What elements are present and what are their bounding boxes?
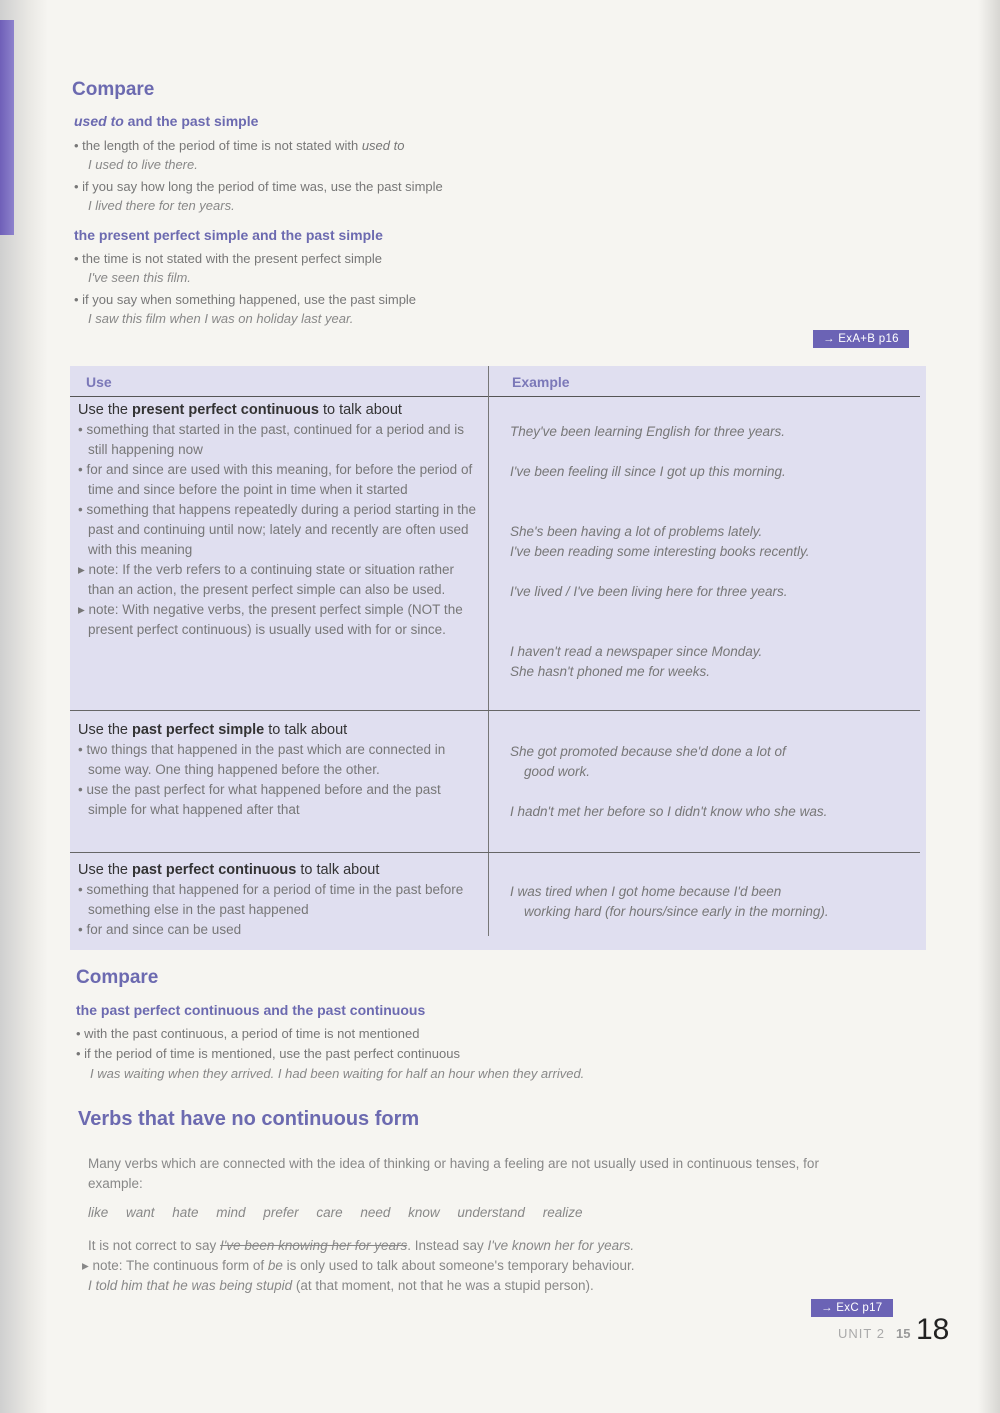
verbs-intro-paragraph: Many verbs which are connected with the idea of thinking or having a feeling are not usually used in continuous tenses, for example: — [88, 1156, 819, 1191]
example-sentence: She got promoted because she'd done a lot of — [510, 744, 786, 759]
example-sentence: She hasn't phoned me for weeks. — [510, 664, 710, 679]
used-to-bullet-2: • if you say how long the period of time was, use the past simple — [74, 179, 443, 194]
header-divider — [70, 396, 920, 397]
row-divider — [70, 710, 920, 711]
table-row-past-perfect-simple — [78, 720, 478, 820]
compare-heading-2: Compare — [76, 967, 159, 988]
purple-edge-tab — [0, 20, 14, 235]
use-item: • something that happened for a period of time in the past before something else in the past happened — [78, 882, 464, 917]
use-item: ▸ note: With negative verbs, the present perfect simple (NOT the present perfect continuous) is usually used with for or since. — [78, 602, 463, 637]
example-sentence: I haven't read a newspaper since Monday. — [510, 644, 763, 659]
table-row-present-perfect-continuous — [78, 400, 478, 640]
row-divider — [70, 852, 920, 853]
use-item: • something that started in the past, continued for a period and is still happening now — [78, 422, 464, 457]
incorrect-usage-line: It is not correct to say I've been knowing her for years. Instead say I've known her for years. — [88, 1238, 635, 1253]
verb-list: like want hate mind prefer care need know understand realize — [88, 1205, 583, 1220]
scan-page-number: 18 — [916, 1313, 950, 1346]
present-perfect-bullet-2: • if you say when something happened, use the past simple — [74, 292, 417, 307]
grammar-table — [70, 366, 926, 950]
past-perfect-compare-subheading: the past perfect continuous and the past continuous — [76, 1002, 426, 1018]
used-to-example-1: I used to live there. — [88, 157, 198, 172]
example-sentence: working hard (for hours/since early in the morning). — [524, 904, 829, 919]
use-item: • for and since can be used — [78, 922, 242, 937]
row-intro: Use the past perfect simple to talk about — [78, 722, 348, 738]
example-sentence: She's been having a lot of problems lately. — [510, 524, 763, 539]
column-header-use: Use — [86, 374, 112, 390]
exercise-ref-ab-p16[interactable]: → ExA+B p16 — [813, 330, 909, 348]
use-item: • two things that happened in the past which are connected in some way. One thing happened before the other. — [78, 742, 446, 777]
present-perfect-example-2: I saw this film when I was on holiday last year. — [88, 311, 354, 326]
used-to-bullet-1: • the length of the period of time is not stated with used to — [74, 138, 405, 153]
column-header-example: Example — [512, 374, 570, 390]
compare-heading-1: Compare — [72, 79, 155, 100]
example-sentence: good work. — [524, 764, 591, 779]
row-intro: Use the past perfect continuous to talk about — [78, 862, 380, 878]
present-perfect-example-1: I've seen this film. — [88, 270, 191, 285]
used-to-example-2: I lived there for ten years. — [88, 198, 235, 213]
note-be-example: I told him that he was being stupid (at that moment, not that he was a stupid person). — [88, 1278, 594, 1293]
present-perfect-subheading: the present perfect simple and the past simple — [74, 227, 383, 243]
page-number: 15 — [896, 1326, 911, 1341]
used-to-subheading: used to and the past simple — [74, 113, 259, 129]
page-edge-shadow — [978, 0, 1000, 1413]
example-sentence: They've been learning English for three years. — [510, 424, 785, 439]
example-sentence: I've been reading some interesting books recently. — [510, 544, 810, 559]
compare2-bullet-1: • with the past continuous, a period of time is not mentioned — [76, 1026, 420, 1041]
column-divider — [488, 366, 489, 936]
example-sentence: I was tired when I got home because I'd been — [510, 884, 782, 899]
use-item: • something that happens repeatedly during a period starting in the past and continuing until now; lately and recently are often used with this meaning — [78, 502, 476, 557]
exercise-ref-c-p17[interactable]: → ExC p17 — [811, 1299, 893, 1317]
present-perfect-bullet-1: • the time is not stated with the present perfect simple — [74, 251, 383, 266]
row-intro: Use the present perfect continuous to talk about — [78, 402, 402, 418]
example-sentence: I've been feeling ill since I got up this morning. — [510, 464, 786, 479]
note-be-line: ▸ note: The continuous form of be is only used to talk about someone's temporary behaviour. — [82, 1258, 635, 1273]
example-sentence: I've lived / I've been living here for three years. — [510, 584, 788, 599]
example-sentence: I hadn't met her before so I didn't know who she was. — [510, 804, 828, 819]
use-item: ▸ note: If the verb refers to a continuing state or situation rather than an action, the present perfect simple can also be used. — [78, 562, 454, 597]
compare2-example: I was waiting when they arrived. I had been waiting for half an hour when they arrived. — [90, 1066, 585, 1081]
compare2-bullet-2: • if the period of time is mentioned, use the past perfect continuous — [76, 1046, 460, 1061]
use-item: • for and since are used with this meaning, for before the period of time and since before the point in time when it started — [78, 462, 473, 497]
table-row-past-perfect-continuous — [78, 860, 478, 940]
use-item: • use the past perfect for what happened before and the past simple for what happened after that — [78, 782, 441, 817]
unit-label: UNIT 2 — [838, 1326, 885, 1341]
verbs-no-continuous-heading: Verbs that have no continuous form — [78, 1108, 420, 1130]
